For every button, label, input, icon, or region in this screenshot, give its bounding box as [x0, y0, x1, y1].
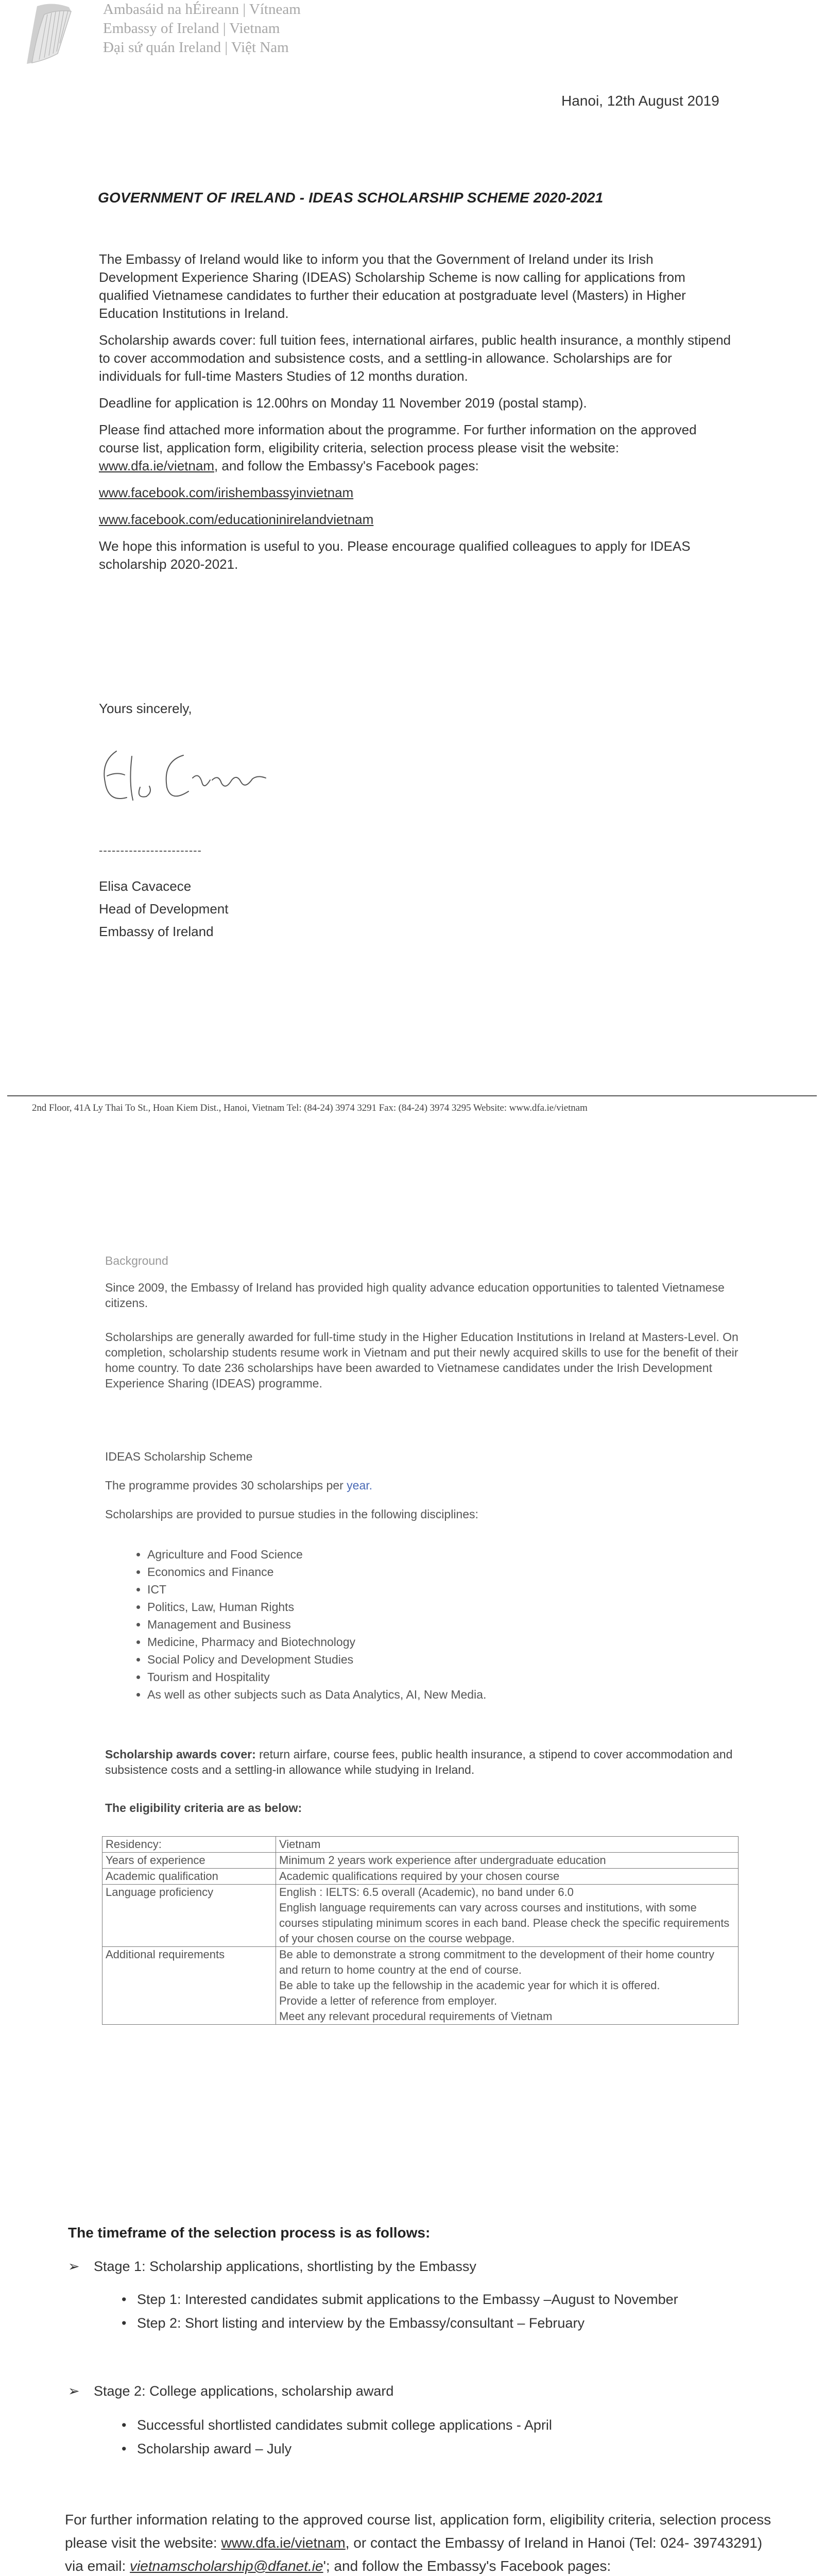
timeframe-heading: The timeframe of the selection process is as follows: [68, 2225, 431, 2241]
list-item [122, 2413, 552, 2437]
scheme-text [105, 1478, 742, 1493]
website-link[interactable]: www.dfa.ie/vietnam [99, 458, 214, 473]
eligibility-table [102, 1836, 739, 2025]
signer-block [99, 875, 228, 943]
step-text: Scholarship award – July [137, 2441, 292, 2456]
scheme-text-main: The programme provides 30 scholarships per [105, 1479, 347, 1492]
further-info-contact: , or contact the Embassy of Ireland in Hanoi (Tel: 024- 39743291) via email: [65, 2535, 763, 2574]
table-row [102, 1837, 739, 1853]
list-item: • Medicine, Pharmacy and Biotechnology [147, 1633, 486, 1651]
further-info [65, 2508, 776, 2576]
list-item [122, 2437, 552, 2461]
award-coverage [105, 1747, 742, 1777]
stage-1-steps [122, 2287, 678, 2335]
signer-org: Embassy of Ireland [99, 924, 214, 939]
more-info-text: Please find attached more information about the programme. For further information on the approved course list, application form, eligibility criteria, selection process please visit the website: [99, 422, 697, 455]
facebook-link-education[interactable]: www.facebook.com/educationinirelandvietnam [99, 512, 374, 527]
list-item: • Tourism and Hospitality [147, 1668, 486, 1686]
criteria-value-line: Meet any relevant procedural requirements of Vietnam [279, 2010, 553, 2023]
further-info-text: For further information relating to the approved course list, application form, eligibility criteria, selection process please visit the website: [65, 2512, 771, 2551]
criteria-key: Academic qualification [102, 1869, 276, 1885]
letter-body [99, 250, 735, 582]
list-item [122, 2311, 678, 2335]
table-row [102, 1853, 739, 1869]
paragraph-awards: Scholarship awards cover: full tuition fees, international airfares, public health insurance, a monthly stipend to cover accommodation and subsistence costs, and a settling-in allowance. Scholarships are for individuals for full-time Masters Studies of 12 months duration. [99, 332, 731, 384]
criteria-value-line: Vietnam [279, 1838, 321, 1851]
criteria-key: Language proficiency [102, 1885, 276, 1947]
stage-1 [68, 2259, 476, 2275]
letter-date: Hanoi, 12th August 2019 [561, 93, 719, 109]
background-para-1: Since 2009, the Embassy of Ireland has provided high quality advance education opportunities to talented Vietnamese citizens. [105, 1281, 725, 1310]
criteria-key: Years of experience [102, 1853, 276, 1869]
step-text: Step 2: Short listing and interview by the Embassy/consultant – February [137, 2315, 585, 2331]
list-item [122, 2287, 678, 2311]
criteria-value [276, 1947, 739, 2025]
bullet-icon: • [122, 2417, 127, 2433]
eligibility-heading: The eligibility criteria are as below: [105, 1801, 302, 1815]
bullet-icon: • [122, 2292, 127, 2307]
stage-2 [68, 2383, 393, 2399]
bullet-icon: • [122, 2315, 127, 2331]
email-link[interactable]: vietnamscholarship@dfanet.ie [130, 2558, 323, 2574]
table-row [102, 1869, 739, 1885]
criteria-value [276, 1837, 739, 1853]
letterhead-irish: Ambasáid na hÉireann | Vítneam [103, 1, 301, 18]
table-row [102, 1947, 739, 2025]
signature [96, 731, 291, 818]
criteria-value-line: English language requirements can vary across courses and institutions, with some courses stipulating minimum scores in each band. Please check the specific requirements of your chosen course on the course webpage. [279, 1901, 730, 1945]
letter-footer: 2nd Floor, 41A Ly Thai To St., Hoan Kiem Dist., Hanoi, Vietnam Tel: (84-24) 3974 3291 Fax: (84-24) 3974 3295 Website: www.dfa.ie/vietnam [32, 1103, 588, 1113]
criteria-value [276, 1869, 739, 1885]
criteria-value-line: Provide a letter of reference from employer. [279, 1994, 497, 2007]
step-text: Successful shortlisted candidates submit college applications - April [137, 2417, 552, 2433]
disciplines-intro: Scholarships are provided to pursue studies in the following disciplines: [105, 1507, 478, 1521]
letterhead-english: Embassy of Ireland | Vietnam [103, 20, 280, 37]
disciplines-list [129, 1546, 486, 1703]
more-info-text-end: , and follow the Embassy's Facebook pages: [214, 458, 479, 473]
bullet-icon: • [122, 2441, 127, 2456]
criteria-value [276, 1885, 739, 1947]
criteria-value-line: Academic qualifications required by your chosen course [279, 1870, 560, 1883]
background-para-2: Scholarships are generally awarded for full-time study in the Higher Education Institutions in Ireland at Masters-Level. On completion, scholarship students resume work in Vietnam and put their newly acquired skills to use for the benefit of their home country. To date 236 scholarships have been awarded to Vietnamese candidates under the Irish Development Experience Sharing (IDEAS) programme. [105, 1330, 739, 1390]
list-item: • Economics and Finance [147, 1563, 486, 1581]
list-item: • Social Policy and Development Studies [147, 1651, 486, 1668]
scheme-heading: IDEAS Scholarship Scheme [105, 1450, 253, 1463]
letter-title: GOVERNMENT OF IRELAND - IDEAS SCHOLARSHIP SCHEME 2020-2021 [98, 190, 604, 206]
award-text: return airfare, course fees, public health insurance, a stipend to cover accommodation and subsistence costs and a settling-in allowance while studying in Ireland. [105, 1748, 733, 1776]
list-item: • Politics, Law, Human Rights [147, 1598, 486, 1616]
list-item: • Agriculture and Food Science [147, 1546, 486, 1563]
arrow-icon: ➢ [68, 2383, 80, 2399]
criteria-value-line: Minimum 2 years work experience after undergraduate education [279, 1854, 606, 1867]
criteria-value [276, 1853, 739, 1869]
paragraph-closing-note: We hope this information is useful to you. Please encourage qualified colleagues to apply for IDEAS scholarship 2020-2021. [99, 538, 691, 572]
paragraph-more-info [99, 421, 735, 475]
list-item: • Management and Business [147, 1616, 486, 1633]
signer-name: Elisa Cavacece [99, 878, 192, 894]
letterhead [103, 0, 301, 57]
letterhead-vietnamese: Đại sứ quán Ireland | Việt Nam [103, 39, 289, 56]
criteria-key: Additional requirements [102, 1947, 276, 2025]
list-item: • ICT [147, 1581, 486, 1598]
website-link[interactable]: www.dfa.ie/vietnam [221, 2535, 346, 2551]
stage-1-label: Stage 1: Scholarship applications, shortlisting by the Embassy [94, 2259, 476, 2274]
criteria-value-line: Be able to take up the fellowship in the academic year for which it is offered. [279, 1979, 660, 1992]
background-heading: Background [105, 1254, 168, 1267]
scheme-text-year: year. [347, 1479, 373, 1492]
signer-role: Head of Development [99, 901, 229, 917]
harp-logo-icon [22, 2, 78, 68]
paragraph-intro: The Embassy of Ireland would like to inform you that the Government of Ireland under its Irish Development Experience Sharing (IDEAS) Scholarship Scheme is now calling for applications from qualified Vietnamese candidates to further their education at postgraduate level (Masters) in Higher Education Institutions in Ireland. [99, 251, 686, 321]
facebook-link-embassy[interactable]: www.facebook.com/irishembassyinvietnam [99, 485, 354, 500]
step-text: Step 1: Interested candidates submit applications to the Embassy –August to November [137, 2292, 678, 2307]
award-label: Scholarship awards cover: [105, 1748, 256, 1761]
criteria-value-line: English : IELTS: 6.5 overall (Academic), no band under 6.0 [279, 1886, 574, 1899]
stage-2-steps [122, 2413, 552, 2461]
paragraph-deadline: Deadline for application is 12.00hrs on Monday 11 November 2019 (postal stamp). [99, 395, 587, 411]
stage-2-label: Stage 2: College applications, scholarship award [94, 2383, 394, 2399]
criteria-value-line: Be able to demonstrate a strong commitment to the development of their home country and return to home country at the end of course. [279, 1948, 715, 1976]
closing: Yours sincerely, [99, 701, 192, 716]
footer-divider [7, 1095, 817, 1096]
signature-line: ------------------------ [99, 844, 202, 857]
arrow-icon: ➢ [68, 2259, 80, 2274]
table-row [102, 1885, 739, 1947]
further-info-end: '; and follow the Embassy's Facebook pages: [323, 2558, 611, 2574]
list-item: • As well as other subjects such as Data Analytics, AI, New Media. [147, 1686, 486, 1703]
criteria-key: Residency: [102, 1837, 276, 1853]
